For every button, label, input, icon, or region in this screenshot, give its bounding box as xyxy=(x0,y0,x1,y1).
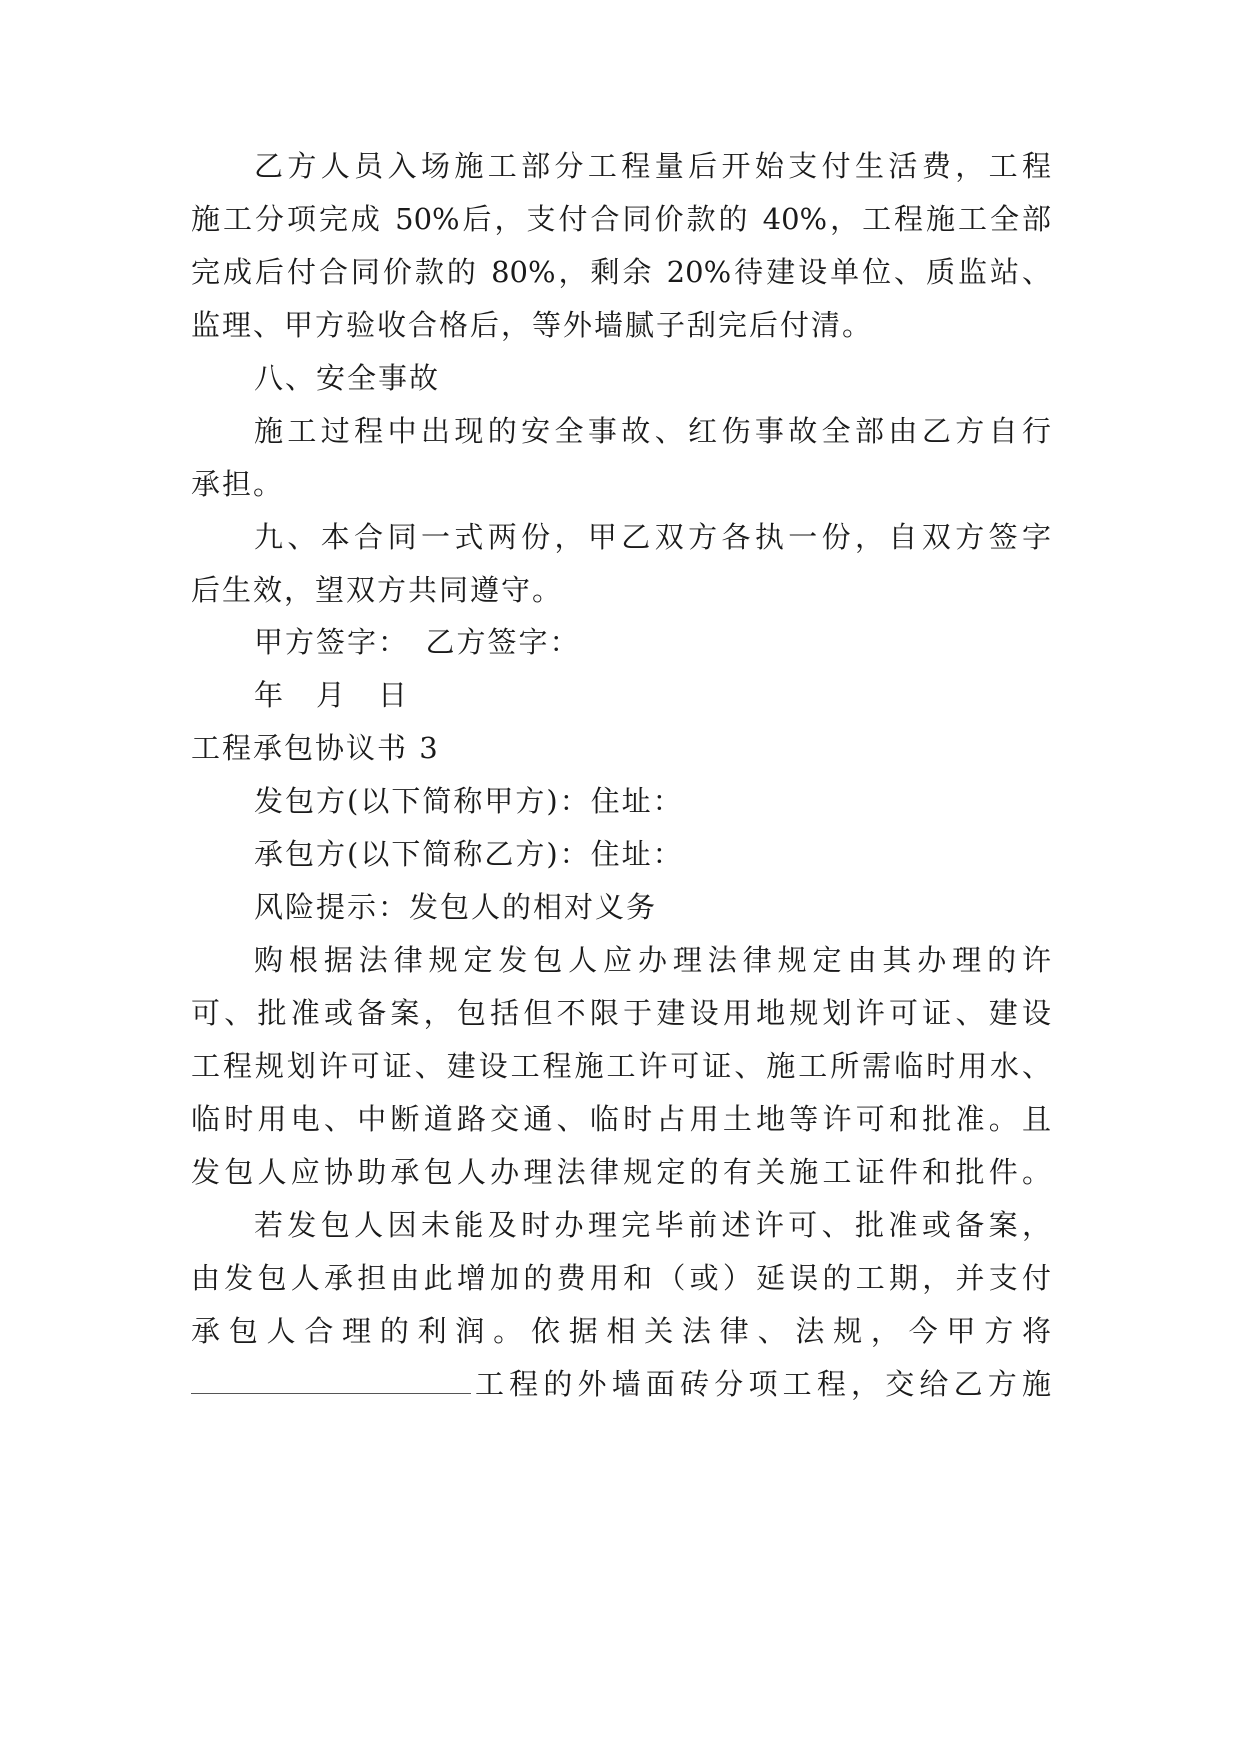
paragraph-line: 九、本合同一式两份，甲乙双方各执一份，自双方签字 xyxy=(254,520,1051,554)
paragraph-line: 乙方人员入场施工部分工程量后开始支付生活费，工程 xyxy=(254,149,1051,183)
paragraph-line: 由发包人承担由此增加的费用和（或）延误的工期，并支付 xyxy=(191,1261,1051,1295)
paragraph-line: 施工过程中出现的安全事故、红伤事故全部由乙方自行 xyxy=(254,414,1051,448)
paragraph-line: 若发包人因未能及时办理完毕前述许可、批准或备案， xyxy=(254,1208,1051,1242)
fill-in-blank xyxy=(191,1367,471,1394)
paragraph-text: 工程的外墙面砖分项工程，交给乙方施 xyxy=(475,1367,1051,1401)
party-a-line: 发包方(以下简称甲方)：住址： xyxy=(254,784,684,818)
paragraph-line: 承担。 xyxy=(191,467,285,501)
signature-line: 甲方签字： 乙方签字： xyxy=(254,625,581,659)
paragraph-line: 可、批准或备案，包括但不限于建设用地规划许可证、建设 xyxy=(191,996,1051,1030)
risk-note: 风险提示：发包人的相对义务 xyxy=(254,890,658,924)
paragraph-line: 承包人合理的利润。依据相关法律、法规，今甲方将 xyxy=(191,1314,1051,1348)
section-heading: 八、安全事故 xyxy=(254,361,441,395)
paragraph-line: 临时用电、中断道路交通、临时占用土地等许可和批准。且 xyxy=(191,1102,1051,1136)
paragraph-line: 后生效，望双方共同遵守。 xyxy=(191,573,564,607)
paragraph-line-with-blank xyxy=(191,1364,1051,1404)
paragraph-line: 发包人应协助承包人办理法律规定的有关施工证件和批件。 xyxy=(191,1155,1051,1189)
paragraph-line: 完成后付合同价款的 80%，剩余 20%待建设单位、质监站、 xyxy=(191,255,1051,289)
paragraph-line: 购根据法律规定发包人应办理法律规定由其办理的许 xyxy=(254,943,1051,977)
paragraph-line: 监理、甲方验收合格后，等外墙腻子刮完后付清。 xyxy=(191,308,874,342)
paragraph-line: 施工分项完成 50%后，支付合同价款的 40%，工程施工全部 xyxy=(191,202,1051,236)
party-b-line: 承包方(以下简称乙方)：住址： xyxy=(254,837,684,871)
date-line: 年 月 日 xyxy=(254,678,410,712)
paragraph-line: 工程规划许可证、建设工程施工许可证、施工所需临时用水、 xyxy=(191,1049,1051,1083)
document-title: 工程承包协议书 3 xyxy=(191,731,440,765)
